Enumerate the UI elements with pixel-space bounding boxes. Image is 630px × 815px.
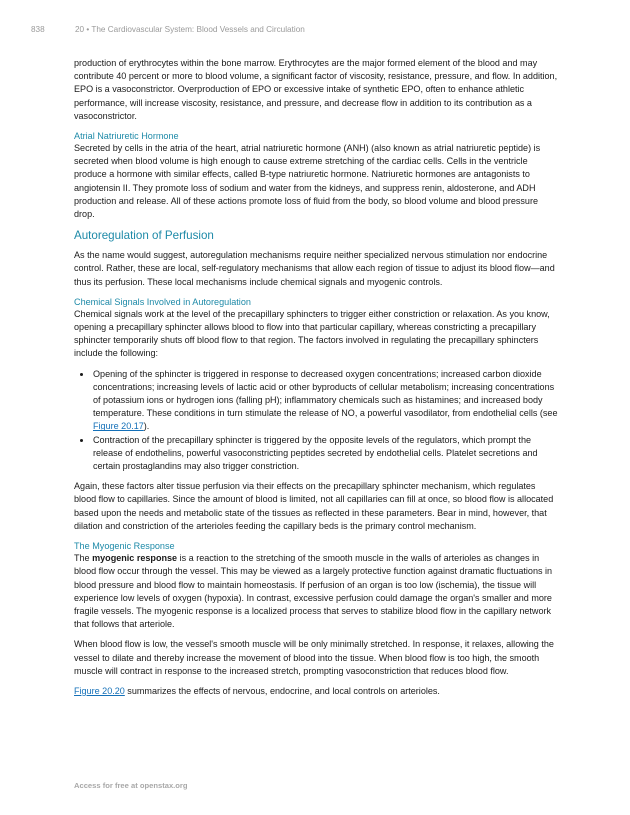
figure-20-17-link[interactable]: Figure 20.17 (93, 421, 144, 432)
heading-atrial-natriuretic-hormone: Atrial Natriuretic Hormone (74, 131, 179, 142)
chemical-after-paragraph: Again, these factors alter tissue perfusion via their effects on the precapillary sphincter mechanism, which regulates blood flow to capillaries. Since the amount of blood is limited, not all capillaries can fill at once, so blood flow is allocated based upon the needs and metabolic state of the tissues as reflected in these parameters. Bear in mind, however, that dilation and constriction of the arterioles feeding the capillary beds is the primary control mechanism. (74, 481, 554, 531)
list-item (92, 368, 558, 434)
running-header (31, 25, 305, 34)
anh-paragraph: Secreted by cells in the atria of the heart, atrial natriuretic hormone (ANH) (also known as atrial natriuretic peptide) is secreted when blood volume is high enough to cause extreme stretching of the cardiac cells. Cells in the ventricle produce a hormone with similar effects, called B-type natriuretic hormone. Natriuretic hormones are antagonists to angiotensin II. They promote loss of sodium and water from the kidneys, and suppress renin, aldosterone, and ADH production and release. All of these actions promote loss of fluid from the body, so blood volume and blood pressure drop. (74, 143, 541, 220)
figure-20-20-link[interactable]: Figure 20.20 (74, 685, 125, 696)
myogenic-term: myogenic response (92, 553, 178, 564)
chemical-signals-paragraph: Chemical signals work at the level of the precapillary sphincters to trigger either constriction or relaxation. As you know, opening a precapillary sphincter allows blood to flow into that particular capillary, whereas constricting a precapillary sphincter temporarily shuts off blood flow to that region. The factors involved in regulating the precapillary sphincters include the following: (74, 308, 550, 359)
list-item: • Contraction of the precapillary sphincter is triggered by the opposite levels of the regulators, which prompt the release of endothelins, powerful vasoconstricting peptides secreted by endothelial cells. Platelet secretions and certain prostaglandins may also trigger constriction. (92, 434, 558, 474)
autoregulation-paragraph: As the name would suggest, autoregulation mechanisms require neither specialized nervous stimulation nor endocrine control. Rather, these are local, self-regulatory mechanisms that allow each region of tissue to adjust its blood flow—and thus its perfusion. These local mechanisms include chemical signals and myogenic controls. (74, 250, 555, 287)
page-body (74, 57, 558, 705)
summary-paragraph (74, 685, 558, 698)
myogenic-paragraph (74, 552, 558, 631)
chapter-title: 20 • The Cardiovascular System: Blood Vessels and Circulation (75, 25, 305, 34)
myogenic-prefix: The (74, 553, 93, 564)
heading-autoregulation-of-perfusion: Autoregulation of Perfusion (74, 229, 214, 243)
page-footer: Access for free at openstax.org (74, 781, 188, 790)
myogenic-body: is a reaction to the stretching of the smooth muscle in the walls of arterioles as changes in blood flow occur through the vessel. This may be viewed as a largely protective function against dramatic fluctuations in blood pressure and blood flow to maintain homeostasis. If perfusion of an organ is too low (ischemia), the tissue will experience low levels of oxygen (hypoxia). In contrast, excessive perfusion could damage the organ's smaller and more fragile vessels. The myogenic response is a localized process that serves to stabilize blood flow in the capillary network that follows that arteriole. (74, 553, 553, 630)
myogenic-paragraph-2: When blood flow is low, the vessel's smooth muscle will be only minimally stretched. In response, it relaxes, allowing the vessel to dilate and thereby increase the movement of blood into the tissue. When blood flow is too high, the smooth muscle will contract in response to the increased stretch, prompting vasoconstriction that reduces blood flow. (74, 639, 554, 676)
bullet-opening-end: ). (143, 421, 150, 432)
summary-text: summarizes the effects of nervous, endocrine, and local controls on arterioles. (124, 685, 440, 696)
bullet-opening-text: Opening of the sphincter is triggered in response to decreased oxygen concentrations; increased carbon dioxide concentrations; increasing levels of lactic acid or other byproducts of cellular metabolism; increasing concentrations of potassium ions or hydrogen ions (falling pH); inflammatory chemicals such as histamines; and increased body temperature. These conditions in turn stimulate the release of NO, a powerful vasodilator, from endothelial cells (see (93, 368, 558, 419)
regulator-list (74, 368, 558, 474)
page-number: 838 (31, 25, 45, 34)
heading-myogenic-response: The Myogenic Response (74, 541, 175, 552)
heading-chemical-signals: Chemical Signals Involved in Autoregulation (74, 296, 251, 307)
intro-paragraph: production of erythrocytes within the bone marrow. Erythrocytes are the major formed element of the blood and may contribute 40 percent or more to blood volume, a significant factor of viscosity, resistance, pressure, and flow. In addition, EPO is a vasoconstrictor. Overproduction of EPO or excessive intake of synthetic EPO, often to enhance athletic performance, will increase viscosity, resistance, and pressure, and decrease flow in addition to its contribution as a vasoconstrictor. (74, 58, 558, 121)
